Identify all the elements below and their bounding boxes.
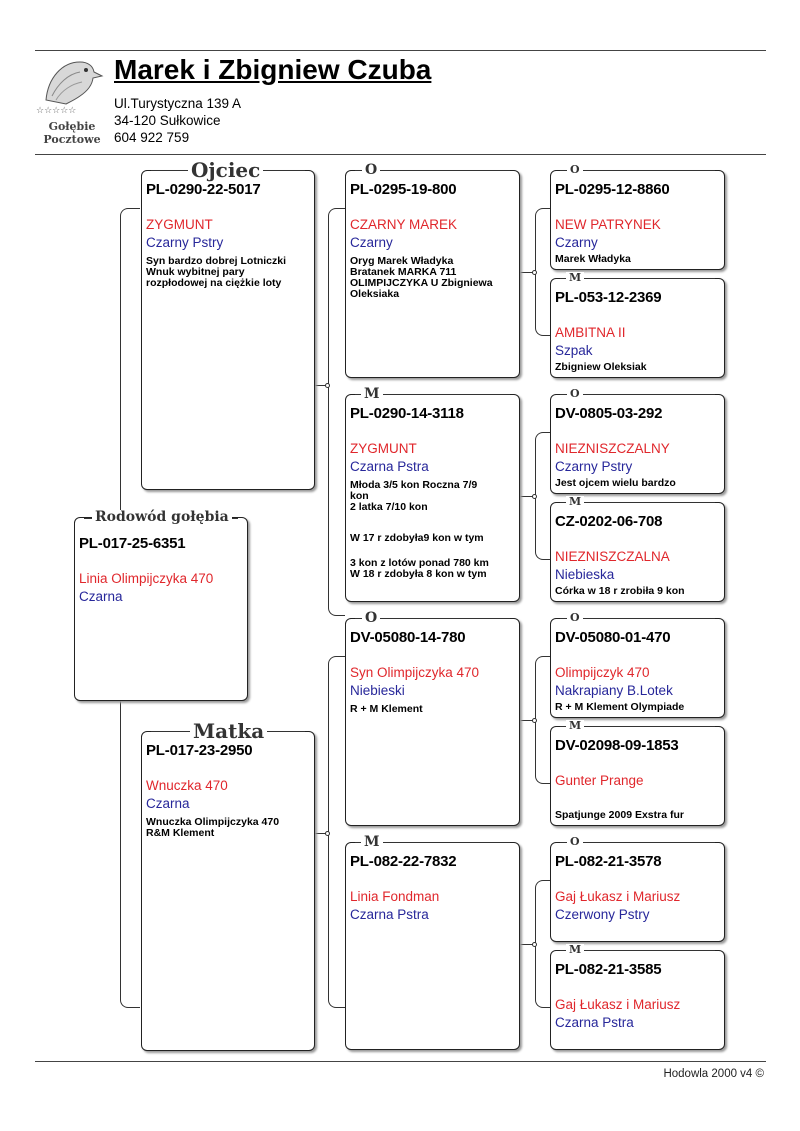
pigeon-color: Czarna (79, 589, 123, 604)
pigeon-color: Czerwony Pstry (555, 907, 650, 922)
fmf-card[interactable] (550, 394, 725, 494)
father-title: Ojciec (188, 160, 263, 180)
header-rule (35, 154, 766, 155)
pigeon-description: R + M Klement (350, 703, 423, 715)
pigeon-name: Olimpijczyk 470 (555, 665, 650, 680)
connector-knob (325, 383, 330, 388)
footer-rule (35, 1061, 766, 1062)
ring-number: PL-082-22-7832 (350, 853, 457, 870)
pigeon-name: Syn Olimpijczyka 470 (350, 665, 480, 680)
ring-number: PL-017-23-2950 (146, 742, 253, 759)
pigeon-name: NEW PATRYNEK (555, 217, 661, 232)
fmm-card[interactable] (550, 502, 725, 602)
pigeon-description: Córka w 18 r zrobiła 9 kon (555, 585, 685, 597)
pigeon-description: Wnuczka Olimpijczyka 470 R&M Klement (146, 816, 280, 839)
pigeon-description: Marek Władyka (555, 253, 631, 265)
address-city: 34-120 Sułkowice (114, 113, 221, 128)
pigeon-name: ZYGMUNT (146, 217, 213, 232)
pigeon-color: Czarna Pstra (555, 1015, 634, 1030)
pigeon-name: AMBITNA II (555, 325, 626, 340)
pigeon-color: Czarny Pstry (146, 235, 224, 250)
pigeon-description: 3 kon z lotów ponad 780 km W 18 r zdobyła 8 kon w tym (350, 557, 489, 580)
pigeon-color: Czarny (555, 235, 598, 250)
address-street: Ul.Turystyczna 139 A (114, 96, 242, 111)
sex-label-m: M (566, 720, 584, 731)
ring-number: PL-082-21-3578 (555, 853, 662, 870)
pigeon-color: Niebieska (555, 567, 615, 582)
connector-father-parents (328, 208, 345, 616)
logo-text-line1: Gołębie (48, 120, 96, 133)
top-rule (35, 50, 766, 51)
pigeon-color: Czarna (146, 796, 190, 811)
title-dash (560, 394, 715, 395)
fm-card[interactable] (345, 394, 520, 602)
subject-card[interactable] (74, 517, 248, 701)
ffm-card[interactable] (550, 278, 725, 378)
connector-fm-parents (535, 432, 551, 560)
footer-credit: Hodowla 2000 v4 © (663, 1068, 764, 1080)
ring-number: DV-0805-03-292 (555, 405, 663, 422)
mfm-card[interactable] (550, 726, 725, 826)
ring-number: DV-02098-09-1853 (555, 737, 679, 754)
pigeon-color: Szpak (555, 343, 593, 358)
pigeon-name: Linia Fondman (350, 889, 440, 904)
ring-number: PL-0290-14-3118 (350, 405, 464, 422)
pigeon-color: Czarna Pstra (350, 907, 429, 922)
title-dash (560, 842, 715, 843)
pigeon-name: Linia Olimpijczyka 470 (79, 571, 214, 586)
sex-label-m: M (566, 272, 584, 283)
mother-card[interactable] (141, 731, 315, 1051)
sex-label-o: O (567, 612, 583, 623)
rating-stars: ☆☆☆☆☆ (36, 106, 77, 116)
connector-mother-parents (328, 656, 345, 1008)
mmm-card[interactable] (550, 950, 725, 1050)
pigeon-color: Nakrapiany B.Lotek (555, 683, 673, 698)
pigeon-name: Gaj Łukasz i Mariusz (555, 997, 681, 1012)
connector-knob (532, 942, 537, 947)
ring-number: PL-053-12-2369 (555, 289, 662, 306)
pigeon-color: Czarna Pstra (350, 459, 429, 474)
connector-knob (532, 494, 537, 499)
phone-number: 604 922 759 (114, 130, 190, 145)
mmf-card[interactable] (550, 842, 725, 942)
pigeon-description: R + M Klement Olympiade (555, 701, 685, 713)
pigeon-description: Zbigniew Oleksiak (555, 361, 647, 373)
pedigree-title: Rodowód gołębia (92, 510, 232, 524)
connector-knob (325, 831, 330, 836)
ring-number: PL-082-21-3585 (555, 961, 662, 978)
pigeon-name: Wnuczka 470 (146, 778, 228, 793)
pigeon-description: Oryg Marek Władyka Bratanek MARKA 711 OLIMPIJCZYKA U Zbigniewa Oleksiaka (350, 255, 493, 300)
pigeon-description: Spatjunge 2009 Exstra fur (555, 809, 684, 821)
sex-label-m: M (566, 496, 584, 507)
ring-number: PL-0290-22-5017 (146, 181, 261, 198)
connector-ff-parents (535, 208, 551, 336)
connector-knob (532, 270, 537, 275)
ff-card[interactable] (345, 170, 520, 378)
pigeon-name: Gaj Łukasz i Mariusz (555, 889, 681, 904)
pigeon-color: Czarny (350, 235, 393, 250)
pigeon-description: Syn bardzo dobrej Lotniczki Wnuk wybitnej pary rozpłodowej na ciężkie loty (146, 255, 287, 289)
ring-number: PL-0295-19-800 (350, 181, 457, 198)
title-dash (560, 170, 715, 171)
pigeon-head-icon (36, 56, 108, 106)
mff-card[interactable] (550, 618, 725, 718)
pigeon-name: CZARNY MAREK (350, 217, 458, 232)
owner-name: Marek i Zbigniew Czuba (114, 54, 432, 85)
ring-number: CZ-0202-06-708 (555, 513, 663, 530)
mother-title: Matka (190, 721, 267, 741)
pigeon-name: NIEZNISZCZALNY (555, 441, 670, 456)
ring-number: DV-05080-01-470 (555, 629, 671, 646)
ring-number: PL-017-25-6351 (79, 535, 186, 552)
pigeon-color: Niebieski (350, 683, 405, 698)
fff-card[interactable] (550, 170, 725, 270)
sex-label-o: O (567, 836, 583, 847)
pigeon-name: NIEZNISZCZALNA (555, 549, 670, 564)
connector-knob (532, 718, 537, 723)
ring-number: PL-0295-12-8860 (555, 181, 670, 198)
connector-mf-parents (535, 656, 551, 784)
sex-label-o: O (567, 164, 583, 175)
logo-text-line2: Pocztowe (43, 133, 101, 146)
connector-mm-parents (535, 880, 551, 1008)
mm-card[interactable] (345, 842, 520, 1050)
sex-label-m: M (361, 835, 383, 849)
pigeon-name: ZYGMUNT (350, 441, 417, 456)
sex-label-m: M (361, 387, 383, 401)
pigeon-description: Jest ojcem wielu bardzo (555, 477, 676, 489)
mf-card[interactable] (345, 618, 520, 826)
pigeon-name: Gunter Prange (555, 773, 644, 788)
pigeon-description: Młoda 3/5 kon Roczna 7/9 kon 2 latka 7/10 kon (350, 479, 478, 513)
pigeon-description: W 17 r zdobyła9 kon w tym (350, 532, 484, 544)
father-card[interactable] (141, 170, 315, 490)
sex-label-o: O (362, 611, 380, 625)
pigeon-color: Czarny Pstry (555, 459, 633, 474)
sex-label-o: O (362, 163, 380, 177)
ring-number: DV-05080-14-780 (350, 629, 466, 646)
title-dash (560, 618, 715, 619)
pigeon-logo (36, 56, 108, 148)
sex-label-o: O (567, 388, 583, 399)
sex-label-m: M (566, 944, 584, 955)
